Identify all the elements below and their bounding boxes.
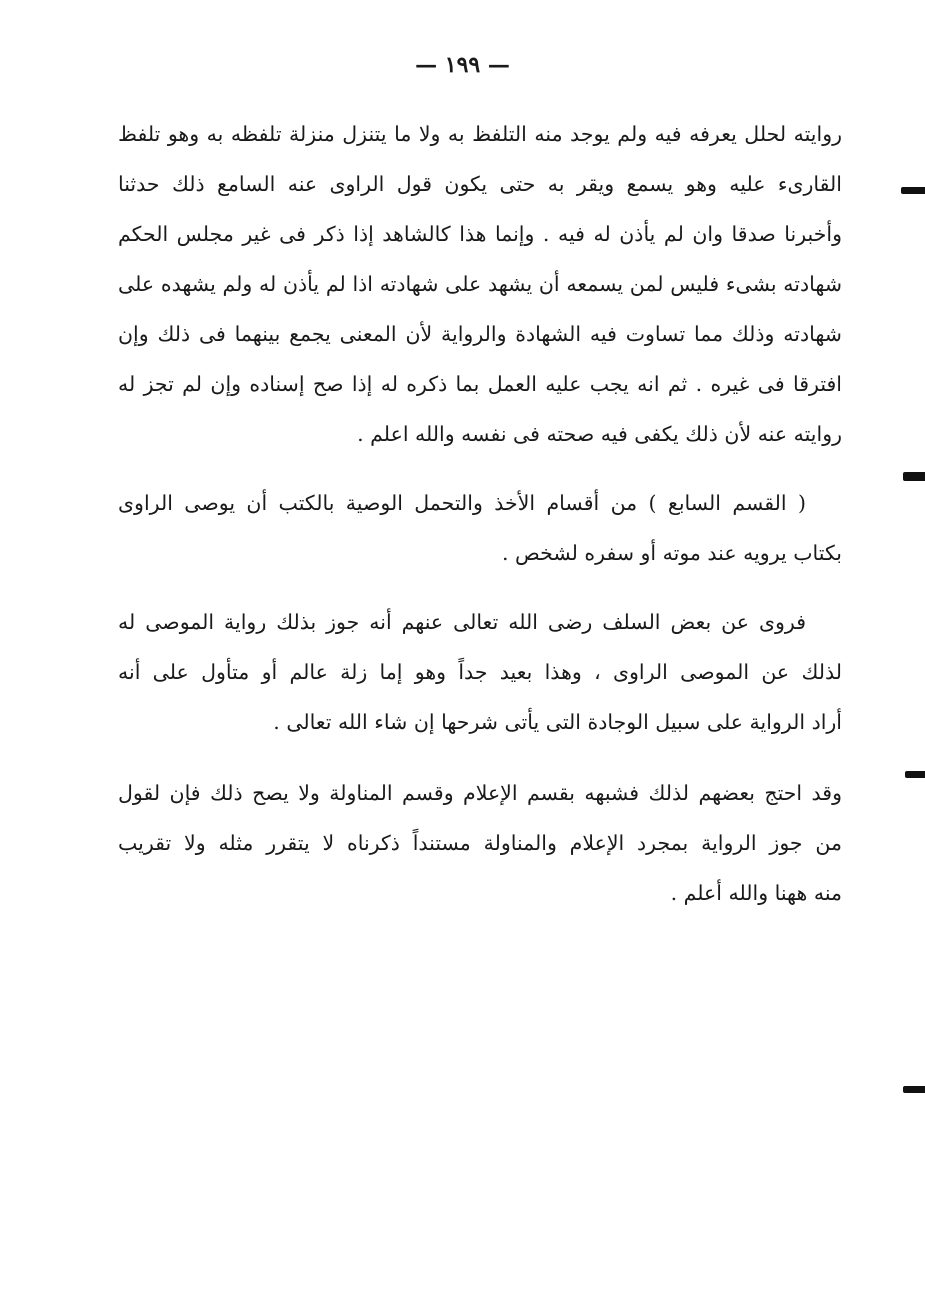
margin-mark	[905, 771, 925, 778]
text-line: افترقا فى غيره . ثم انه يجب عليه العمل بما ذكره له إذا صح إسناده وإن لم تجز له	[118, 372, 842, 396]
text-line: من جوز الرواية بمجرد الإعلام والمناولة مستنداً ذكرناه لا يتقرر مثله ولا تقريب	[118, 831, 842, 855]
text-line: ( القسم السابع ) من أقسام الأخذ والتحمل الوصية بالكتب أن يوصى الراوى	[118, 491, 806, 515]
text-line: وقد احتج بعضهم لذلك فشبهه بقسم الإعلام وقسم المناولة ولا يصح ذلك فإن لقول	[118, 781, 842, 805]
text-line: وأخبرنا صدقا وان لم يأذن له فيه . وإنما هذا كالشاهد إذا ذكر فى غير مجلس الحكم	[118, 222, 842, 246]
text-line: شهادته وذلك مما تساوت فيه الشهادة والرواية لأن المعنى يجمع بينهما فى ذلك وإن	[118, 322, 842, 346]
text-line: روايته عنه لأن ذلك يكفى فيه صحته فى نفسه والله اعلم .	[357, 422, 842, 446]
text-line: شهادته بشىء فليس لمن يسمعه أن يشهد على شهادته اذا لم يأذن له ولم يشهده على	[118, 272, 842, 296]
margin-mark	[903, 472, 925, 481]
text-line: لذلك عن الموصى الراوى ، وهذا بعيد جداً وهو إما زلة عالم أو متأول على أنه	[118, 660, 842, 684]
text-line: فروى عن بعض السلف رضى الله تعالى عنهم أنه جوز بذلك رواية الموصى له	[118, 610, 806, 634]
paragraph-3	[118, 597, 842, 747]
paragraph-4	[118, 768, 842, 918]
margin-mark	[903, 1086, 925, 1093]
text-line: القارىء عليه وهو يسمع ويقر به حتى يكون قول الراوى عنه السامع ذلك حدثنا	[118, 172, 842, 196]
margin-mark	[901, 187, 925, 194]
paragraph-2	[118, 478, 842, 578]
text-line: بكتاب يرويه عند موته أو سفره لشخص .	[501, 541, 842, 565]
text-line: روايته لحلل يعرفه فيه ولم يوجد منه التلفظ به ولا ما يتنزل منزلة تلفظه به وهو تلفظ	[118, 122, 842, 146]
text-line: أراد الرواية على سبيل الوجادة التى يأتى شرحها إن شاء الله تعالى .	[273, 710, 842, 734]
text-line: منه ههنا والله أعلم .	[670, 881, 842, 905]
paragraph-1	[118, 109, 842, 459]
page-number: — ١٩٩ —	[415, 52, 510, 78]
